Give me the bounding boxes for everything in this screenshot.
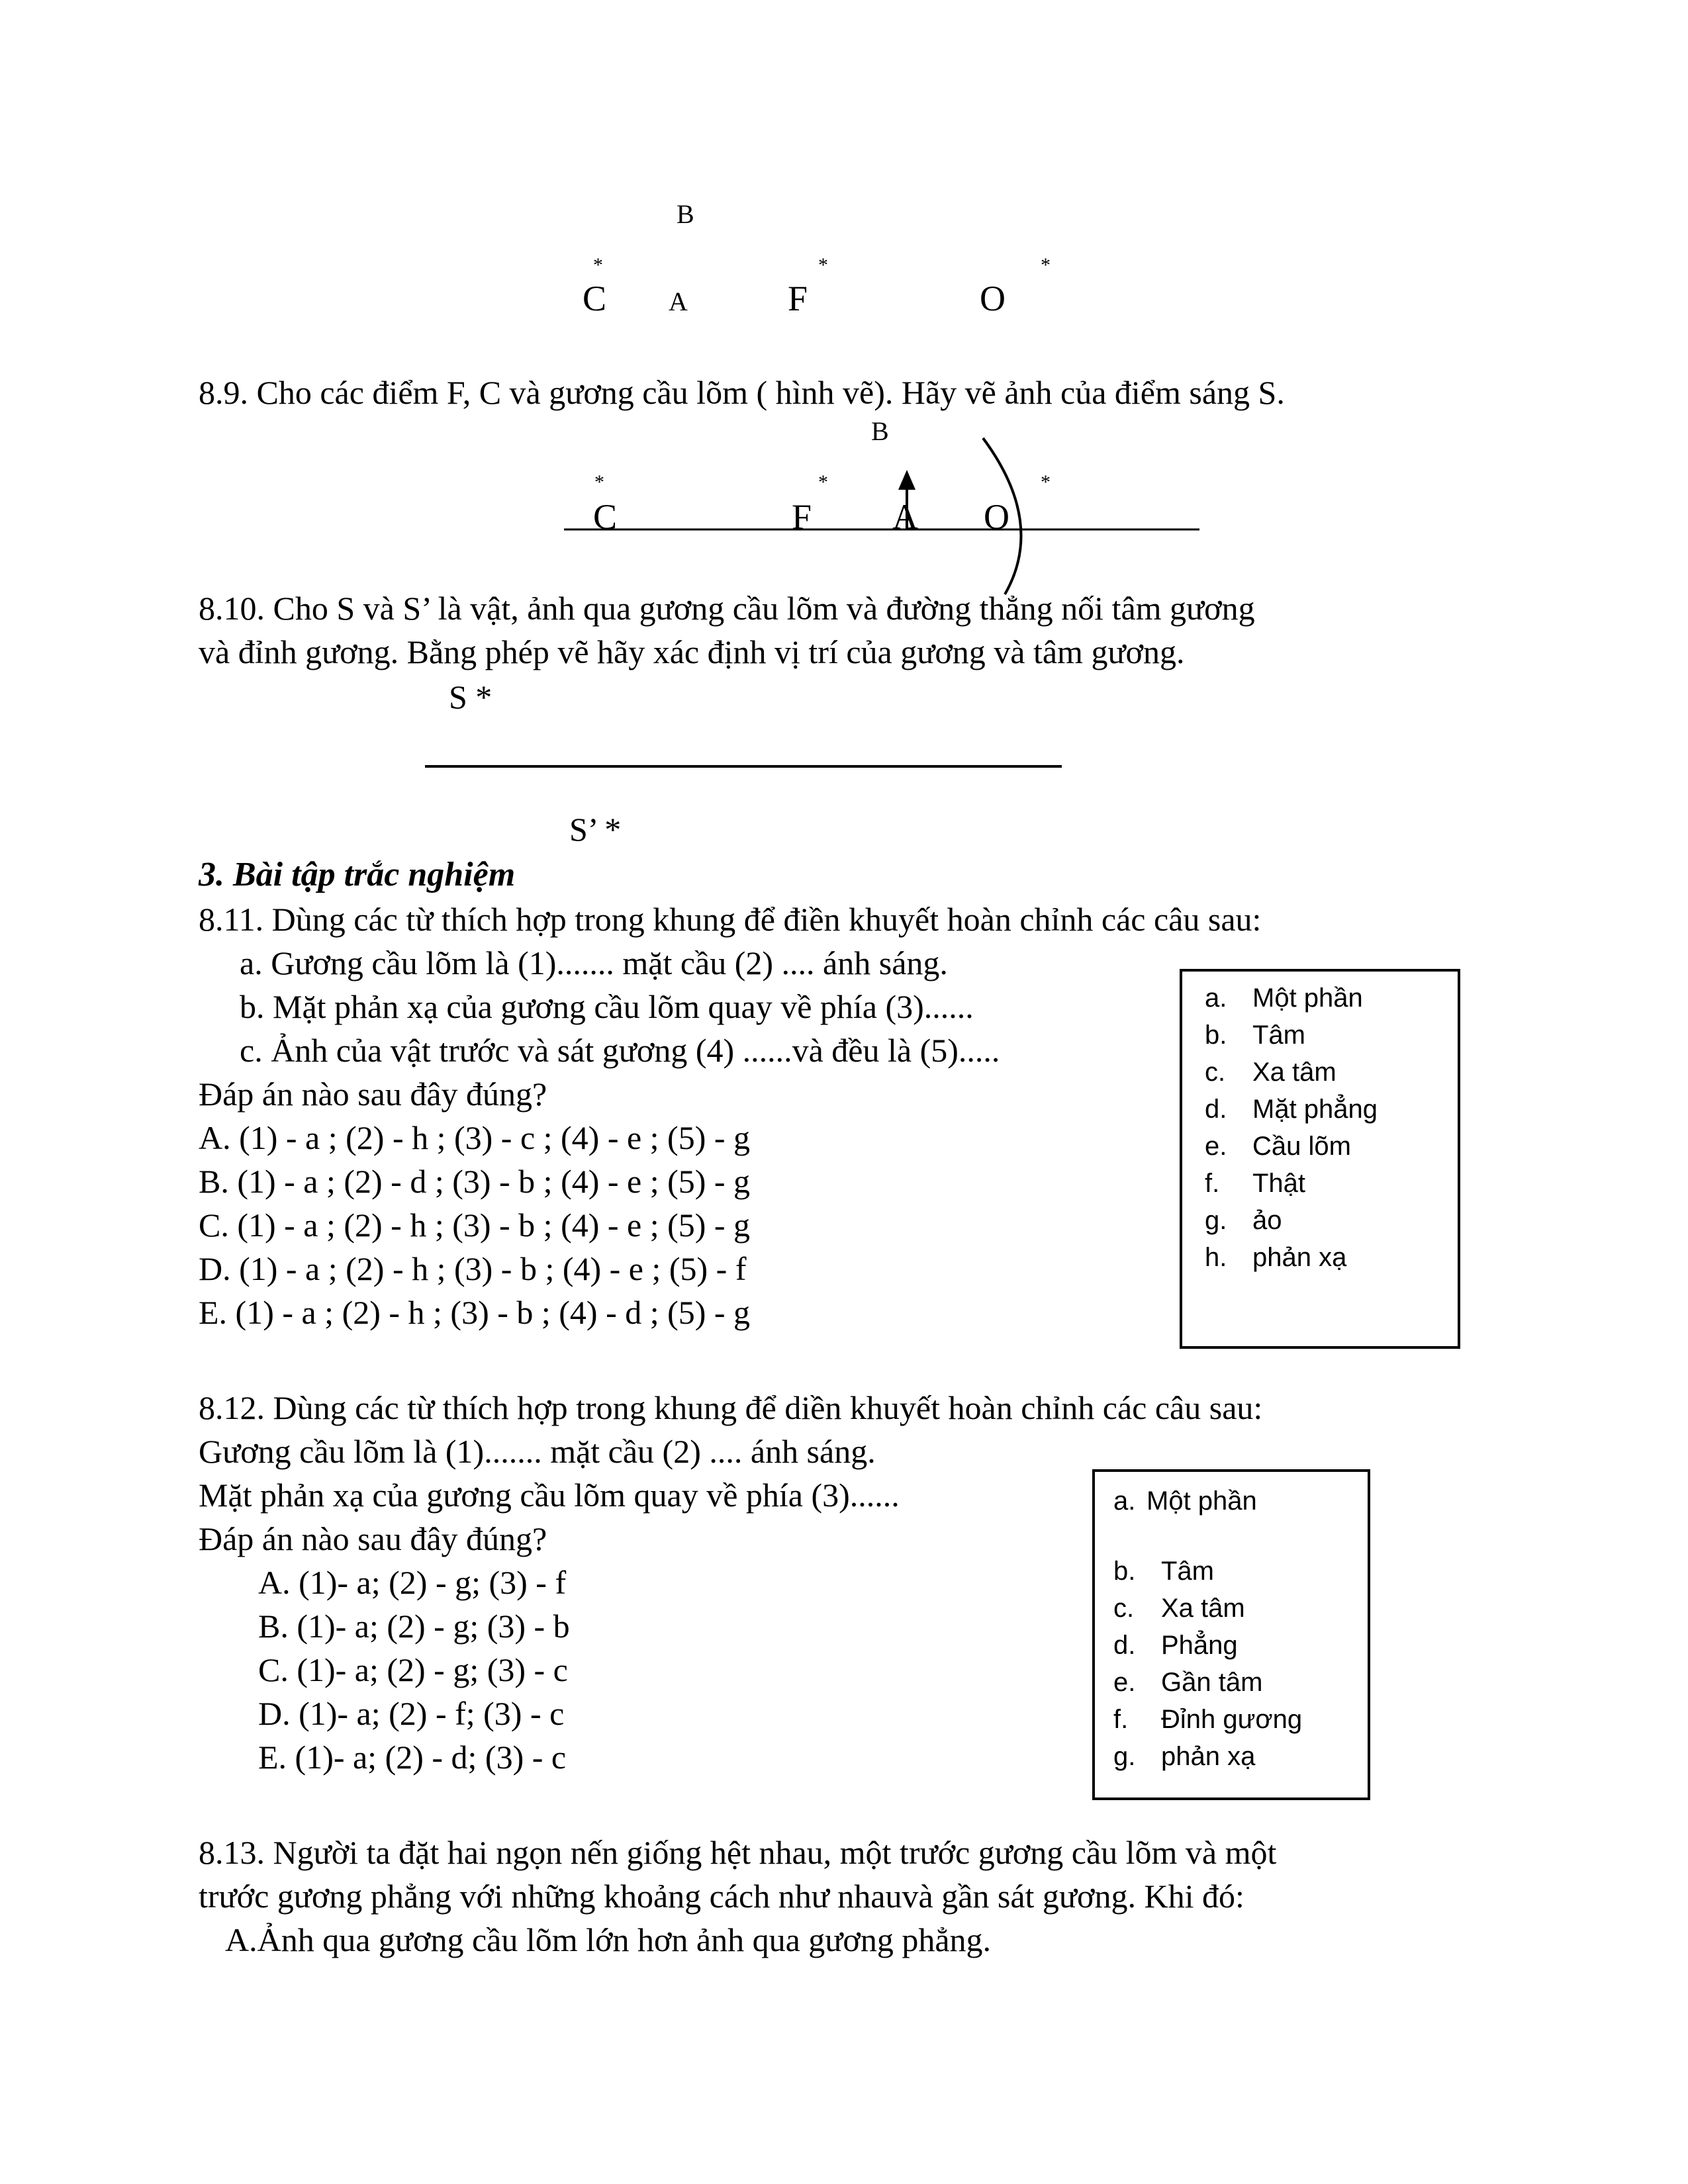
q812-question: Đáp án nào sau đây đúng? bbox=[199, 1520, 547, 1557]
fig2-label-o: O bbox=[984, 497, 1009, 537]
fig2-star-f: * bbox=[818, 471, 828, 493]
fig2-label-f: F bbox=[792, 497, 812, 537]
q812-line2: Mặt phản xạ của gương cầu lõm quay về phía (3)...... bbox=[199, 1477, 900, 1514]
q811-word-box bbox=[1180, 969, 1460, 1349]
word-box-item: c. Xa tâm bbox=[1113, 1594, 1245, 1623]
word-box-item: b. Tâm bbox=[1113, 1557, 1214, 1586]
fig1-label-c: C bbox=[583, 279, 607, 318]
word-box-item: a. Một phần bbox=[1205, 983, 1363, 1013]
q812-answer-c: C. (1)- a; (2) - g; (3) - c bbox=[258, 1651, 568, 1688]
fig1-label-o: O bbox=[980, 279, 1006, 318]
q812-line1: Gương cầu lõm là (1)....... mặt cầu (2) .... ánh sáng. bbox=[199, 1433, 876, 1470]
q813-line2: trước gương phẳng với những khoảng cách như nhauvà gần sát gương. Khi đó: bbox=[199, 1878, 1244, 1915]
q810-line1: 8.10. Cho S và S’ là vật, ảnh qua gương cầu lõm và đường thẳng nối tâm gương bbox=[199, 590, 1255, 627]
fig2-label-c: C bbox=[593, 497, 618, 537]
q812-answer-b: B. (1)- a; (2) - g; (3) - b bbox=[258, 1608, 570, 1645]
q811-intro: 8.11. Dùng các từ thích hợp trong khung để điền khuyết hoàn chỉnh các câu sau: bbox=[199, 901, 1262, 938]
q811-answer-c: C. (1) - a ; (2) - h ; (3) - b ; (4) - e ; (5) - g bbox=[199, 1206, 751, 1244]
word-box-item: e. Gần tâm bbox=[1113, 1668, 1263, 1697]
q811-answer-d: D. (1) - a ; (2) - h ; (3) - b ; (4) - e ; (5) - f bbox=[199, 1250, 747, 1287]
word-box-item: c. Xa tâm bbox=[1205, 1058, 1336, 1087]
q810-line2: và đỉnh gương. Bằng phép vẽ hãy xác định vị trí của gương và tâm gương. bbox=[199, 633, 1185, 670]
fig2-label-a: A bbox=[892, 497, 918, 537]
fig2-arrowhead bbox=[898, 470, 915, 490]
fig1-label-a: A bbox=[669, 287, 688, 316]
q812-answer-d: D. (1)- a; (2) - f; (3) - c bbox=[258, 1695, 565, 1732]
fig1-label-b: B bbox=[677, 199, 694, 229]
q812-intro: 8.12. Dùng các từ thích hợp trong khung để diền khuyết hoàn chỉnh các câu sau: bbox=[199, 1389, 1263, 1426]
q811-sentence: c. Ảnh của vật trước và sát gương (4) ......và đều là (5)..... bbox=[240, 1032, 1000, 1069]
q811-sentence: b. Mặt phản xạ của gương cầu lõm quay về phía (3)...... bbox=[240, 988, 974, 1025]
q812-answer-e: E. (1)- a; (2) - d; (3) - c bbox=[258, 1739, 567, 1776]
word-box-item: a. Một phần bbox=[1113, 1486, 1257, 1516]
fig2-star-o: * bbox=[1041, 471, 1051, 493]
q810-point-s: S * bbox=[449, 678, 492, 715]
q811-sentence: a. Gương cầu lõm là (1)....... mặt cầu (2) .... ánh sáng. bbox=[240, 944, 948, 981]
q813-line1: 8.13. Người ta đặt hai ngọn nến giống hệt nhau, một trước gương cầu lõm và một bbox=[199, 1834, 1277, 1871]
q813-option-a: A.Ảnh qua gương cầu lõm lớn hơn ảnh qua gương phẳng. bbox=[225, 1921, 992, 1958]
word-box-item: g. phản xạ bbox=[1113, 1742, 1256, 1771]
q89-text: 8.9. Cho các điểm F, C và gương cầu lõm ( hình vẽ). Hãy vẽ ảnh của điểm sáng S. bbox=[199, 374, 1285, 411]
word-box-item: f. Đỉnh gương bbox=[1113, 1705, 1303, 1734]
fig1-star-c: * bbox=[593, 254, 603, 276]
word-box-item: b. Tâm bbox=[1205, 1021, 1305, 1050]
word-box-item: e. Cầu lõm bbox=[1205, 1132, 1351, 1161]
fig1-label-f: F bbox=[788, 279, 808, 318]
word-box-item: f. Thật bbox=[1205, 1169, 1306, 1198]
q810-point-s-prime: S’ * bbox=[569, 811, 622, 848]
q812-word-box bbox=[1092, 1469, 1370, 1800]
fig1-star-o: * bbox=[1041, 254, 1051, 276]
q811-answer-a: A. (1) - a ; (2) - h ; (3) - c ; (4) - e ; (5) - g bbox=[199, 1119, 751, 1156]
fig2-label-b: B bbox=[871, 416, 889, 446]
q812-answer-a: A. (1)- a; (2) - g; (3) - f bbox=[258, 1564, 567, 1601]
word-box-item: g. ảo bbox=[1205, 1206, 1282, 1235]
q811-question: Đáp án nào sau đây đúng? bbox=[199, 1075, 547, 1113]
q811-answer-e: E. (1) - a ; (2) - h ; (3) - b ; (4) - d ; (5) - g bbox=[199, 1294, 751, 1331]
word-box-item: d. Mặt phẳng bbox=[1205, 1095, 1378, 1124]
word-box-item: d. Phẳng bbox=[1113, 1631, 1238, 1660]
section-title: 3. Bài tập trắc nghiệm bbox=[199, 856, 516, 893]
word-box-item: h. phản xạ bbox=[1205, 1243, 1347, 1272]
fig2-star-c: * bbox=[594, 471, 604, 493]
q811-answer-b: B. (1) - a ; (2) - d ; (3) - b ; (4) - e ; (5) - g bbox=[199, 1163, 751, 1200]
fig2-concave-mirror bbox=[983, 438, 1021, 594]
fig1-star-f: * bbox=[818, 254, 828, 276]
